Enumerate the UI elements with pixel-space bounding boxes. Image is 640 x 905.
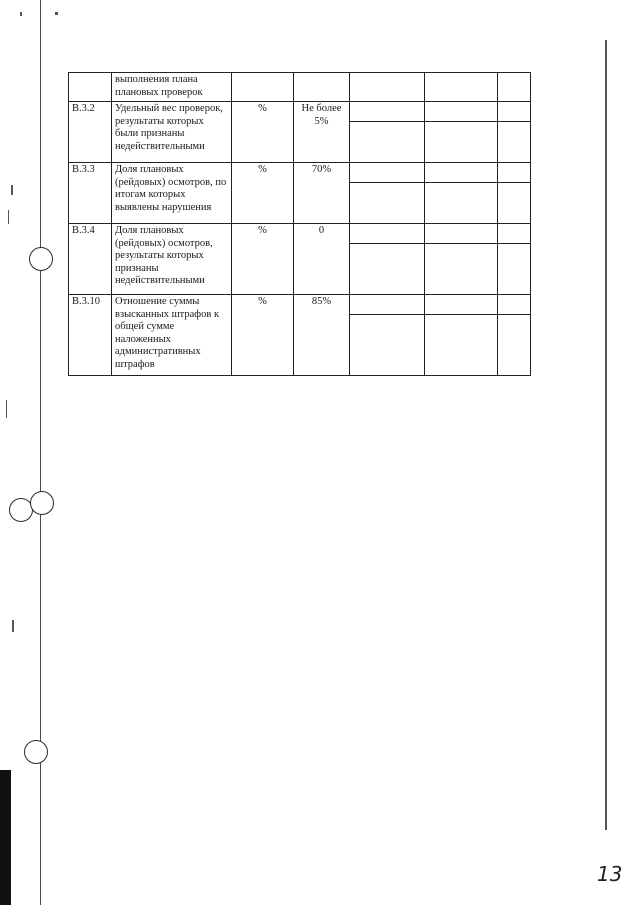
indicator-unit: % [232,295,294,376]
binding-line [40,0,41,905]
empty-cell [425,224,498,295]
indicator-code [69,73,112,102]
empty-cell [498,102,531,163]
scan-mark [6,400,7,418]
indicator-target: 0 [294,224,350,295]
indicator-code: В.3.3 [69,163,112,224]
indicator-target: Не более 5% [294,102,350,163]
empty-cell [425,102,498,163]
empty-cell [498,163,531,224]
indicator-name: выполнения плана плановых проверок [112,73,232,102]
indicators-table [68,72,531,376]
indicator-name: Доля плановых (рейдовых) осмотров, по итогам которых выявлены нарушения [112,163,232,224]
scan-mark [11,185,13,195]
scan-mark [55,12,58,15]
indicator-unit: % [232,163,294,224]
indicator-unit [232,73,294,102]
indicator-code: В.3.2 [69,102,112,163]
table-row [69,163,531,224]
scan-mark [12,620,14,632]
empty-cell [498,224,531,295]
empty-cell [425,295,498,376]
table-row [69,295,531,376]
empty-cell [350,224,425,295]
punch-hole [24,740,48,764]
empty-cell [498,73,531,102]
empty-cell [350,73,425,102]
empty-cell [498,295,531,376]
indicator-name: Удельный вес проверок, результаты которых были признаны недействительными [112,102,232,163]
indicator-target [294,73,350,102]
empty-cell [425,73,498,102]
page-number: 13 [597,862,623,886]
indicator-name: Доля плановых (рейдовых) осмотров, результаты которых признаны недействительными [112,224,232,295]
indicator-unit: % [232,102,294,163]
indicator-target: 85% [294,295,350,376]
empty-cell [350,102,425,163]
indicator-code: В.3.10 [69,295,112,376]
punch-hole [29,247,53,271]
empty-cell [350,163,425,224]
empty-cell [425,163,498,224]
table-row [69,102,531,163]
punch-hole [30,491,54,515]
indicator-name: Отношение суммы взысканных штрафов к общей сумме наложенных административных штрафов [112,295,232,376]
scan-mark [20,12,22,16]
scan-edge-line [605,40,607,830]
table-row [69,224,531,295]
table-row [69,73,531,102]
scan-mark [8,210,9,224]
indicator-code: В.3.4 [69,224,112,295]
indicator-target: 70% [294,163,350,224]
scan-shadow [0,770,11,905]
indicator-unit: % [232,224,294,295]
empty-cell [350,295,425,376]
